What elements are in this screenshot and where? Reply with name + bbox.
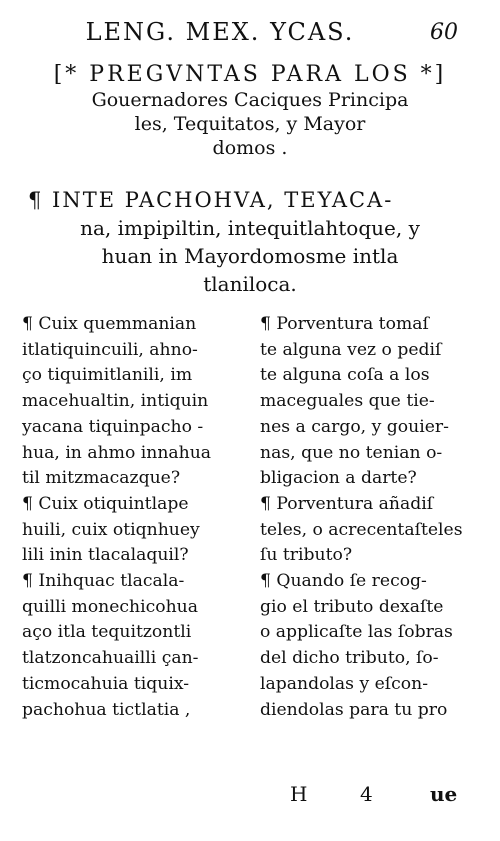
nahuatl-heading-line: ¶ INTE PACHOHVA, TEYACA-: [28, 188, 394, 212]
column-line: ¶ Inihquac tlacala-: [22, 571, 185, 592]
nahuatl-heading-line: huan in Mayordomosme intla: [101, 244, 399, 268]
spanish-column: [260, 312, 485, 723]
column-line: lapandolas y eſcon-: [260, 673, 428, 694]
column-line: ¶ Porventura tomaſ: [260, 314, 429, 334]
nahuatl-heading-line: tlaniloca.: [203, 272, 297, 296]
nahuatl-heading-line: na, impipiltin, intequitlahtoque, y: [80, 216, 420, 240]
column-line: tlatzoncahuailli çan-: [22, 648, 199, 669]
section-title-line: [* PREGVNTAS PARA LOS *]: [53, 62, 447, 87]
column-line: gio el tributo dexaſte: [260, 596, 444, 617]
section-subtitle-line: domos .: [212, 137, 288, 159]
running-title: LENG. MEX. YCAS.: [85, 18, 355, 46]
column-line: lili inin tlacalaquil?: [22, 545, 189, 566]
column-line: diendolas para tu pro: [260, 699, 448, 720]
signature-number: 4: [360, 782, 373, 806]
column-line: hua, in ahmo innahua: [22, 442, 212, 463]
column-line: ¶ Quando ſe recog-: [260, 571, 427, 592]
column-line: yacana tiquinpacho -: [22, 416, 204, 437]
column-line: til mitzmacazque?: [22, 468, 181, 489]
column-line: huili, cuix otiqnhuey: [22, 519, 200, 540]
page-number: 60: [430, 20, 458, 45]
section-subtitle-line: Gouernadores Caciques Principa: [91, 89, 409, 111]
column-line: nes a cargo, y gouier-: [260, 416, 449, 437]
column-line: teles, o acrecentaſteles: [260, 519, 463, 540]
column-line: ¶ Cuix otiquintlape: [22, 493, 189, 514]
nahuatl-heading: [28, 186, 472, 298]
column-line: ticmocahuia tiquix-: [22, 673, 190, 694]
column-line: bligacion a darte?: [260, 468, 417, 489]
section-title: [30, 62, 470, 160]
column-line: quilli monechicohua: [22, 596, 198, 617]
column-line: ſu tributo?: [260, 545, 353, 566]
column-line: macehualtin, intiquin: [22, 391, 209, 412]
catchword: ue: [430, 782, 458, 806]
column-line: ¶ Porventura añadiſ: [260, 493, 434, 514]
column-line: itlatiquincuili, ahno-: [22, 339, 198, 360]
signature-mark: H: [290, 782, 308, 806]
column-line: o applicaſte las ſobras: [260, 622, 453, 643]
column-line: te alguna coſa a los: [260, 365, 430, 386]
nahuatl-column: [22, 312, 248, 723]
column-line: del dicho tributo, ſo-: [260, 648, 439, 669]
column-line: te alguna vez o pediſ: [260, 339, 442, 360]
column-line: ¶ Cuix quemmanian: [22, 314, 197, 334]
section-subtitle-line: les, Tequitatos, y Mayor: [134, 113, 366, 135]
column-line: aço itla tequitzontli: [22, 622, 192, 643]
column-line: ço tiquimitlanili, im: [22, 365, 193, 386]
column-line: nas, que no tenian o-: [260, 442, 443, 463]
column-line: maceguales que tie-: [260, 391, 435, 412]
column-line: pachohua tictlatia ,: [22, 699, 191, 720]
